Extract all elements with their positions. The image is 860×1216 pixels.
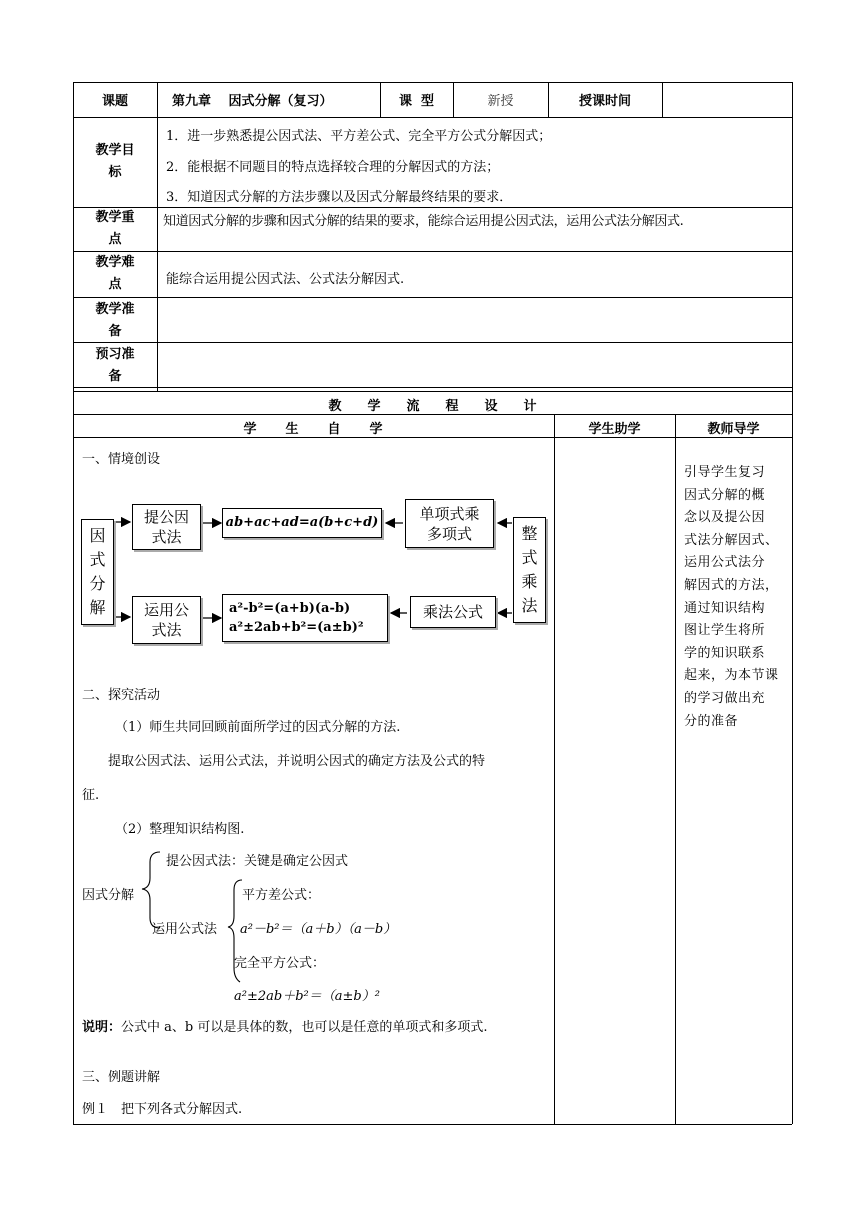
note-label: 说明：	[82, 1020, 122, 1035]
monomial-times-polynomial-box: 单项式乘 多项式	[405, 499, 494, 548]
teacher-guide-text: 引导学生复习 因式分解的概 念以及提公因 式法分解因式、 运用公式法分 解因式的方法， 通过知识结构 图让学生将所 学的知识联系 起来，为本节课 的学习做出充 分的准备	[684, 465, 779, 729]
note-text: 公式中 a、b 可以是具体的数，也可以是任意的单项式和多项式.	[121, 1020, 488, 1035]
preparation-label: 教学准备	[95, 302, 135, 339]
key-points-label: 教学重点	[95, 210, 135, 247]
preview-label: 预习准备	[95, 347, 135, 384]
tree-root: 因式分解	[82, 888, 135, 903]
factorization-box: 因 式 分 解	[81, 519, 114, 625]
key-points-text: 知道因式分解的步骤和因式分解的结果的要求，能综合运用提公因式法，运用公式法分解因式.	[163, 214, 684, 229]
subject-label: 课题	[101, 94, 128, 109]
objective-item-1: 1．进一步熟悉提公因式法、平方差公式、完全平方公式分解因式；	[166, 129, 552, 144]
extract-formula-box: ab+ac+ad=a(b+c+d)	[222, 508, 382, 538]
objective-item-3: 3．知道因式分解的方法步骤以及因式分解最终结果的要求．	[166, 190, 513, 205]
tree-sub-square-formula: a²±2ab＋b²＝（a±b）²	[234, 989, 380, 1004]
multiplication-formula-box: 乘法公式	[410, 596, 496, 628]
objective-item-2: 2．能根据不同题目的特点选择较合理的分解因式的方法；	[166, 160, 500, 175]
flow-title: 教 学 流 程 设 计	[328, 399, 537, 414]
time-label: 授课时间	[578, 94, 631, 109]
tree-sub-difference-formula: a²－b²＝（a＋b）（a－b）	[240, 922, 397, 937]
section2-heading: 二、探究活动	[82, 688, 161, 703]
extract-common-factor-box: 提公因 式法	[132, 504, 201, 550]
section2-p3: （2）整理知识结构图.	[115, 822, 245, 837]
column-student-help: 学生助学	[588, 422, 641, 437]
section2-p2b: 征.	[82, 788, 100, 803]
difficulties-label: 教学难点	[95, 255, 135, 292]
note	[82, 1016, 488, 1035]
tree-sub-square-label: 完全平方公式：	[234, 956, 326, 971]
tree-sub-difference-label: 平方差公式：	[242, 888, 321, 903]
column-teacher-guide: 教师导学	[707, 422, 760, 437]
difficulties-text: 能综合运用提公因式法、公式法分解因式.	[166, 272, 405, 287]
tree-branch-extract: 提公因式法：关键是确定公因式	[166, 854, 349, 869]
multiplication-formulas-box: a²-b²=(a+b)(a-b) a²±2ab+b²=(a±b)²	[222, 594, 388, 642]
section1-heading: 一、情境创设	[82, 452, 161, 467]
example-1: 例１ 把下列各式分解因式.	[82, 1102, 243, 1117]
integer-multiplication-box: 整 式 乘 法	[513, 517, 546, 623]
apply-formula-box: 运用公 式法	[132, 596, 201, 644]
subject-value: 第九章 因式分解（复习）	[172, 94, 333, 109]
tree-branch-formula: 运用公式法	[152, 922, 218, 937]
section3-heading: 三、例题讲解	[82, 1070, 161, 1085]
objectives-label: 教学目标	[95, 143, 135, 180]
section2-p2a: 提取公因式法、运用公式法，并说明公因式的确定方法及公式的特	[108, 754, 486, 769]
type-value: 新授	[487, 94, 514, 109]
section2-p1: （1）师生共同回顾前面所学过的因式分解的方法.	[115, 720, 401, 735]
column-self-study: 学 生 自 学	[243, 422, 384, 437]
type-label: 课 型	[398, 94, 435, 109]
